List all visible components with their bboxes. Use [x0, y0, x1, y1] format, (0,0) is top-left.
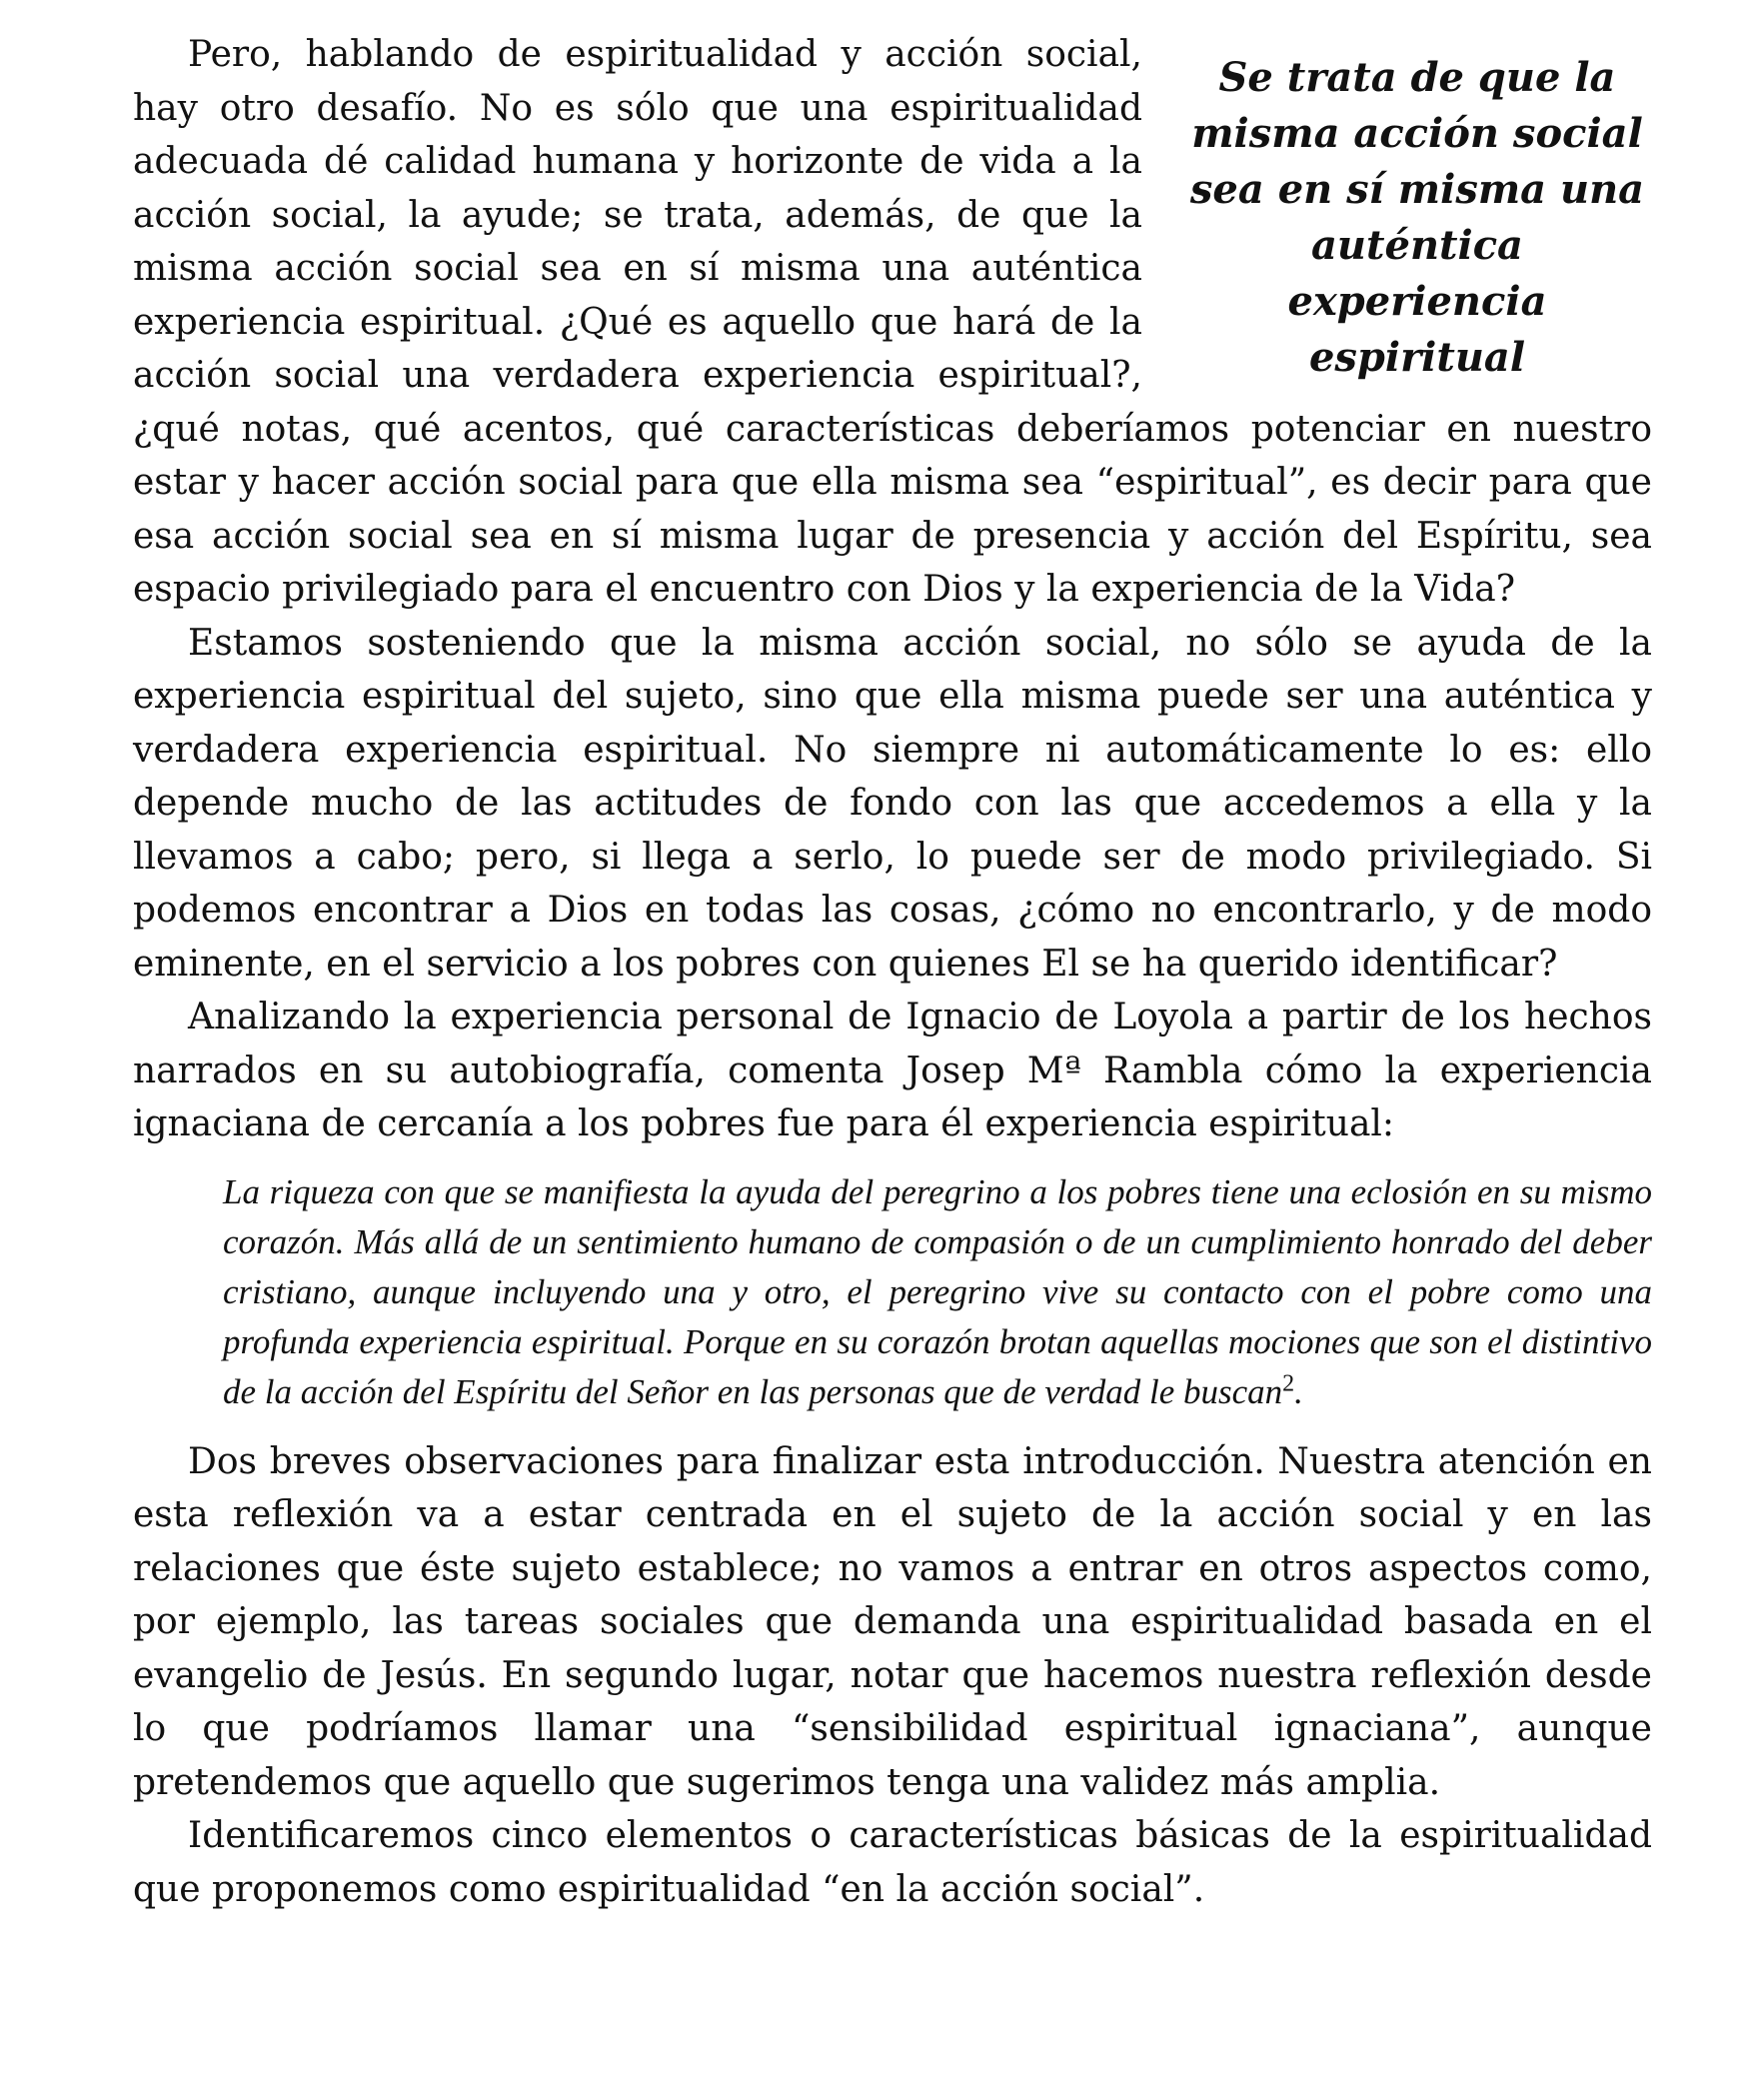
- block-quote: [223, 1167, 1652, 1417]
- block-quote-end: .: [1294, 1371, 1303, 1411]
- paragraph-5: Identificaremos cinco elementos o características básicas de la espiritualidad que proponemos como espiritualidad “en la acción social”.: [133, 1815, 1652, 1910]
- paragraph-intro: Pero, hablando de espiritualidad y acción social, hay otro desafío. No es sólo que una espiritualidad adecuada dé calidad humana y horizonte de vida a la acción social, la ayude; se trata, además, de que la misma acción social sea en sí misma una auténtica experiencia espiritual. ¿Qué es aquello que hará de la acción social una verdadera experiencia espiritual?, ¿qué notas, qué acentos, qué características deberíamos potenciar en nuestro estar y hacer acción social para que ella misma sea “espiritual”, es decir para que esa acción social sea en sí misma lugar de presencia y acción del Espíritu, sea espacio privilegiado para el encuentro con Dios y la experiencia de la Vida?: [133, 34, 1652, 610]
- document-page: [133, 28, 1652, 1916]
- footnote-ref[interactable]: 2: [1282, 1369, 1295, 1396]
- paragraph-4: Dos breves observaciones para finalizar esta introducción. Nuestra atención en esta reflexión va a estar centrada en el sujeto de la acción social y en las relaciones que éste sujeto establece; no vamos a entrar en otros aspectos como, por ejemplo, las tareas sociales que demanda una espiritualidad basada en el evangelio de Jesús. En segundo lugar, notar que hacemos nuestra reflexión desde lo que podríamos llamar una “sensibilidad espiritual ignaciana”, aunque pretendemos que aquello que sugerimos tenga una validez más amplia.: [133, 1440, 1652, 1803]
- intro-section: [133, 28, 1652, 617]
- block-quote-text: La riqueza con que se manifiesta la ayuda del peregrino a los pobres tiene una eclosión en su mismo corazón. Más allá de un sentimiento humano de compasión o de un cumplimiento honrado del deber cristiano, aunque incluyendo una y otro, el peregrino vive su contacto con el pobre como una profunda experiencia espiritual. Porque en su corazón brotan aquellas mociones que son el distintivo de la acción del Espíritu del Señor en las personas que de verdad le buscan: [223, 1171, 1652, 1411]
- paragraph-2: Estamos sosteniendo que la misma acción social, no sólo se ayuda de la experiencia espiritual del sujeto, sino que ella misma puede ser una auténtica y verdadera experiencia espiritual. No siempre ni automáticamente lo es: ello depende mucho de las actitudes de fondo con las que accedemos a ella y la llevamos a cabo; pero, si llega a serlo, lo puede ser de modo privilegiado. Si podemos encontrar a Dios en todas las cosas, ¿cómo no encontrarlo, y de modo eminente, en el servicio a los pobres con quienes El se ha querido identificar?: [133, 622, 1652, 985]
- paragraph-3: Analizando la experiencia personal de Ignacio de Loyola a partir de los hechos narrados en su autobiografía, comenta Josep Mª Rambla cómo la experiencia ignaciana de cercanía a los pobres fue para él experiencia espiritual:: [133, 997, 1652, 1144]
- pull-quote: Se trata de que la misma acción social sea en sí misma una auténtica experiencia espiritual: [1189, 54, 1645, 381]
